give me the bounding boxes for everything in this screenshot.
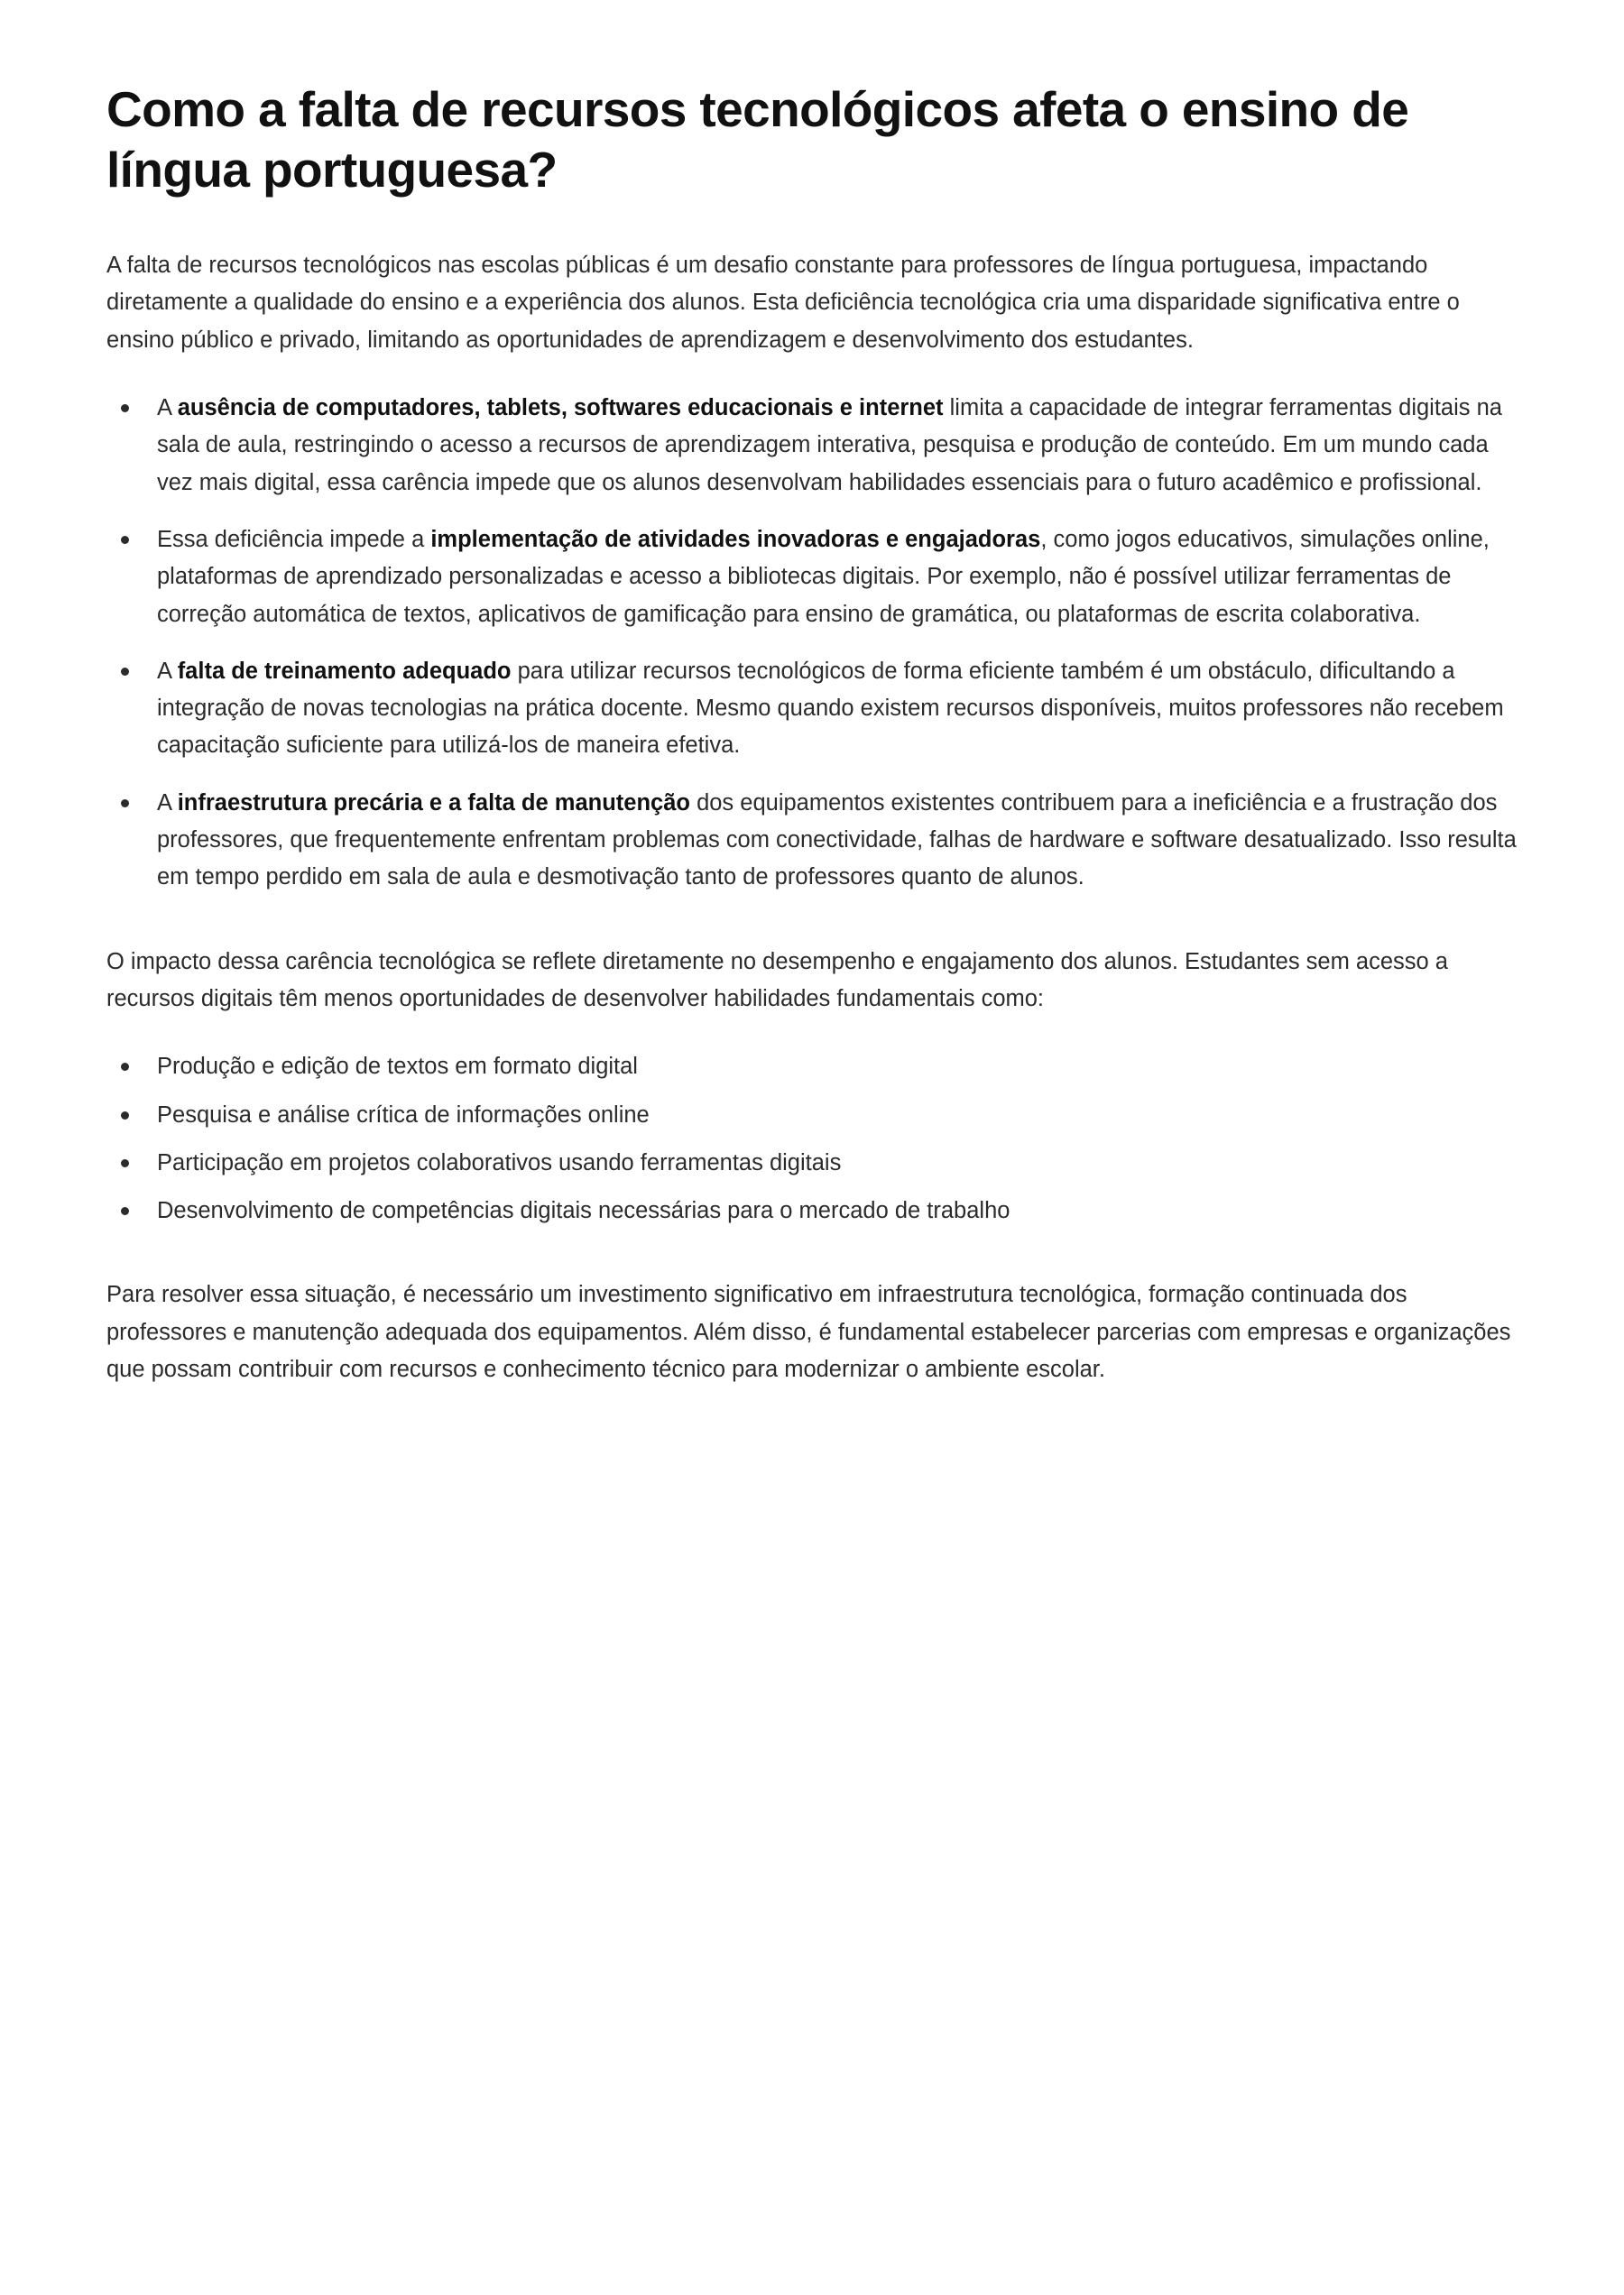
point-emphasis: infraestrutura precária e a falta de manutenção [177, 789, 690, 816]
skills-list [106, 1048, 1518, 1230]
impact-paragraph: O impacto dessa carência tecnológica se reflete diretamente no desempenho e engajamento dos alunos. Estudantes sem acesso a recursos digitais têm menos oportunidades de desenvolver habilidades fundamentais como: [106, 948, 1448, 1011]
point-emphasis: falta de treinamento adequado [177, 658, 512, 684]
list-item [106, 653, 1518, 765]
point-emphasis: implementação de atividades inovadoras e engajadoras [430, 526, 1041, 552]
point-lead: A [157, 395, 178, 421]
list-item: Pesquisa e análise crítica de informações online [106, 1097, 1518, 1134]
list-item [106, 390, 1518, 502]
point-rest: para utilizar recursos tecnológicos de forma eficiente também é um obstáculo, dificultando a integração de novas tecnologias na prática docente. Mesmo quando existem recursos disponíveis, muitos professores não recebem capacitação suficiente para utilizá-los de maneira efetiva. [157, 658, 1504, 759]
list-item: Participação em projetos colaborativos usando ferramentas digitais [106, 1145, 1518, 1182]
conclusion-paragraph: Para resolver essa situação, é necessário um investimento significativo em infraestrutura tecnológica, formação continuada dos professores e manutenção adequada dos equipamentos. Além disso, é fundamental estabelecer parcerias com empresas e organizações que possam contribuir com recursos e conhecimento técnico para modernizar o ambiente escolar. [106, 1282, 1511, 1383]
list-item [106, 521, 1518, 633]
intro-paragraph: A falta de recursos tecnológicos nas escolas públicas é um desafio constante para professores de língua portuguesa, impactando diretamente a qualidade do ensino e a experiência dos alunos. Esta deficiência tecnológica cria uma disparidade significativa entre o ensino público e privado, limitando as oportunidades de aprendizagem e desenvolvimento dos estudantes. [106, 253, 1460, 353]
point-lead: A [157, 789, 178, 816]
point-emphasis: ausência de computadores, tablets, softwares educacionais e internet [177, 395, 944, 421]
point-rest: limita a capacidade de integrar ferramentas digitais na sala de aula, restringindo o acesso a recursos de aprendizagem interativa, pesquisa e produção de conteúdo. Em um mundo cada vez mais digital, essa carência impede que os alunos desenvolvam habilidades essenciais para o futuro acadêmico e profissional. [157, 395, 1502, 495]
list-item: Desenvolvimento de competências digitais necessárias para o mercado de trabalho [106, 1193, 1518, 1230]
list-item [106, 785, 1518, 897]
point-rest: dos equipamentos existentes contribuem para a ineficiência e a frustração dos professores, que frequentemente enfrentam problemas com conectividade, falhas de hardware e software desatualizado. Isso resulta em tempo perdido em sala de aula e desmotivação tanto de professores quanto de alunos. [157, 789, 1517, 890]
section-spacer [106, 1260, 1518, 1277]
main-points-list [106, 390, 1518, 897]
point-lead: Essa deficiência impede a [157, 526, 431, 552]
point-lead: A [157, 658, 178, 684]
page-title: Como a falta de recursos tecnológicos afeta o ensino de língua portuguesa? [106, 81, 1409, 198]
point-rest: , como jogos educativos, simulações online, plataformas de aprendizado personalizadas e acesso a bibliotecas digitais. Por exemplo, não é possível utilizar ferramentas de correção automática de textos, aplicativos de gamificação para ensino de gramática, ou plataformas de escrita colaborativa. [157, 526, 1490, 627]
section-spacer [106, 927, 1518, 944]
list-item: Produção e edição de textos em formato digital [106, 1048, 1518, 1085]
